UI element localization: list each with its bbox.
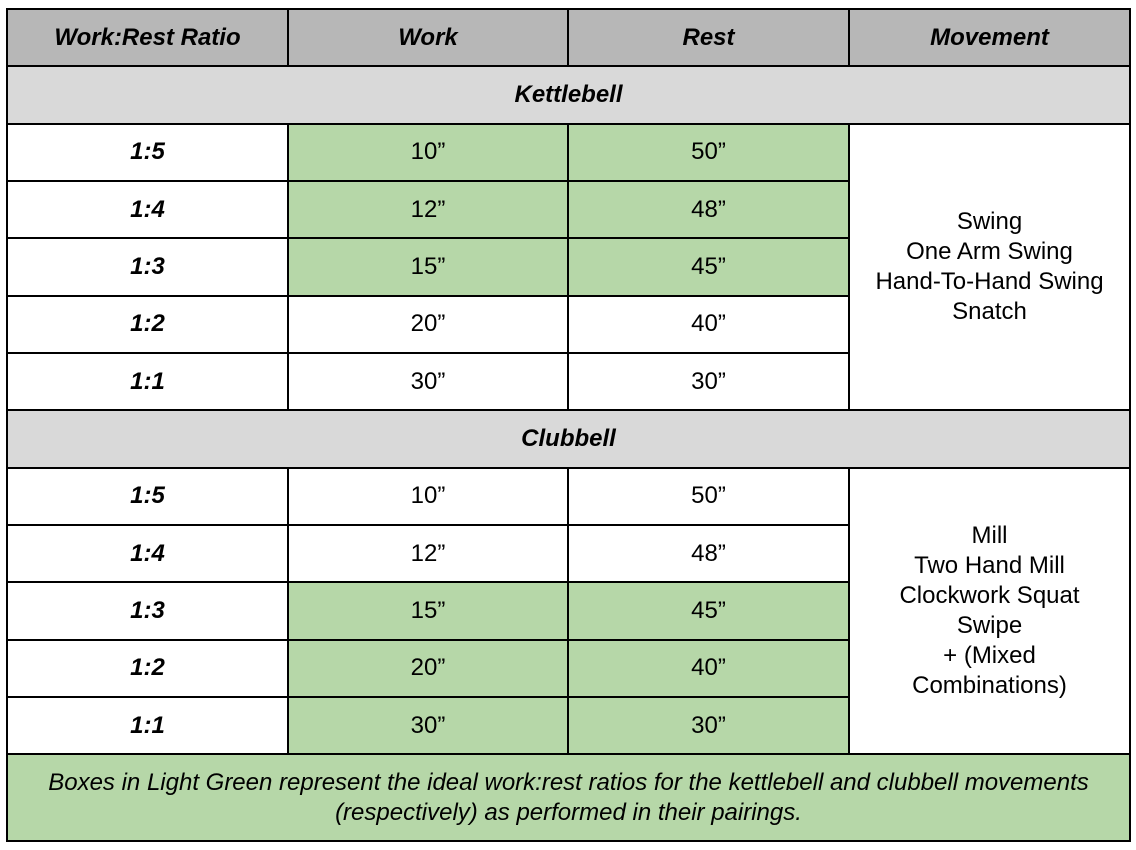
section-title: Kettlebell: [7, 66, 1130, 123]
rest-cell: 40”: [568, 640, 849, 697]
movement-cell: [849, 124, 1130, 411]
ratio-cell: 1:5: [7, 124, 288, 181]
work-cell: 15”: [288, 582, 568, 639]
header-row: [7, 9, 1130, 66]
ratio-cell: 1:3: [7, 582, 288, 639]
legend-note: Boxes in Light Green represent the ideal work:rest ratios for the kettlebell and clubbell movements (respectively) as performed in their pairings.: [7, 754, 1130, 841]
work-cell: 12”: [288, 181, 568, 238]
movement-item: + (Mixed: [943, 642, 1036, 670]
movement-item: One Arm Swing: [906, 238, 1073, 266]
movement-item: Hand-To-Hand Swing: [875, 268, 1104, 296]
rest-cell: 48”: [568, 525, 849, 582]
rest-cell: 30”: [568, 353, 849, 410]
header-movement: Movement: [849, 9, 1130, 66]
work-cell: 30”: [288, 353, 568, 410]
header-ratio: Work:Rest Ratio: [7, 9, 288, 66]
rest-cell: 45”: [568, 582, 849, 639]
movement-item: Swipe: [956, 612, 1023, 640]
work-cell: 12”: [288, 525, 568, 582]
work-cell: 20”: [288, 640, 568, 697]
header-rest: Rest: [568, 9, 849, 66]
section-header-row: [7, 66, 1130, 123]
section-header-row: [7, 410, 1130, 467]
work-cell: 20”: [288, 296, 568, 353]
movement-item: Two Hand Mill: [914, 552, 1065, 580]
movement-item: Clockwork Squat: [899, 582, 1080, 610]
ratio-cell: 1:5: [7, 468, 288, 525]
table-row: [7, 124, 1130, 181]
work-cell: 15”: [288, 238, 568, 295]
movement-item: Mill: [971, 522, 1008, 550]
ratio-cell: 1:2: [7, 296, 288, 353]
movement-item: Swing: [956, 208, 1023, 236]
movement-item: Snatch: [952, 298, 1027, 326]
work-rest-table: [6, 8, 1131, 842]
ratio-cell: 1:2: [7, 640, 288, 697]
table-row: [7, 468, 1130, 525]
rest-cell: 40”: [568, 296, 849, 353]
ratio-cell: 1:3: [7, 238, 288, 295]
ratio-cell: 1:4: [7, 181, 288, 238]
rest-cell: 48”: [568, 181, 849, 238]
section-title: Clubbell: [7, 410, 1130, 467]
work-cell: 10”: [288, 468, 568, 525]
rest-cell: 45”: [568, 238, 849, 295]
work-cell: 30”: [288, 697, 568, 754]
ratio-cell: 1:4: [7, 525, 288, 582]
header-work: Work: [288, 9, 568, 66]
work-cell: 10”: [288, 124, 568, 181]
ratio-cell: 1:1: [7, 697, 288, 754]
ratio-cell: 1:1: [7, 353, 288, 410]
movement-cell: [849, 468, 1130, 755]
rest-cell: 30”: [568, 697, 849, 754]
note-row: [7, 754, 1130, 841]
rest-cell: 50”: [568, 124, 849, 181]
rest-cell: 50”: [568, 468, 849, 525]
movement-item: Combinations): [912, 672, 1067, 700]
